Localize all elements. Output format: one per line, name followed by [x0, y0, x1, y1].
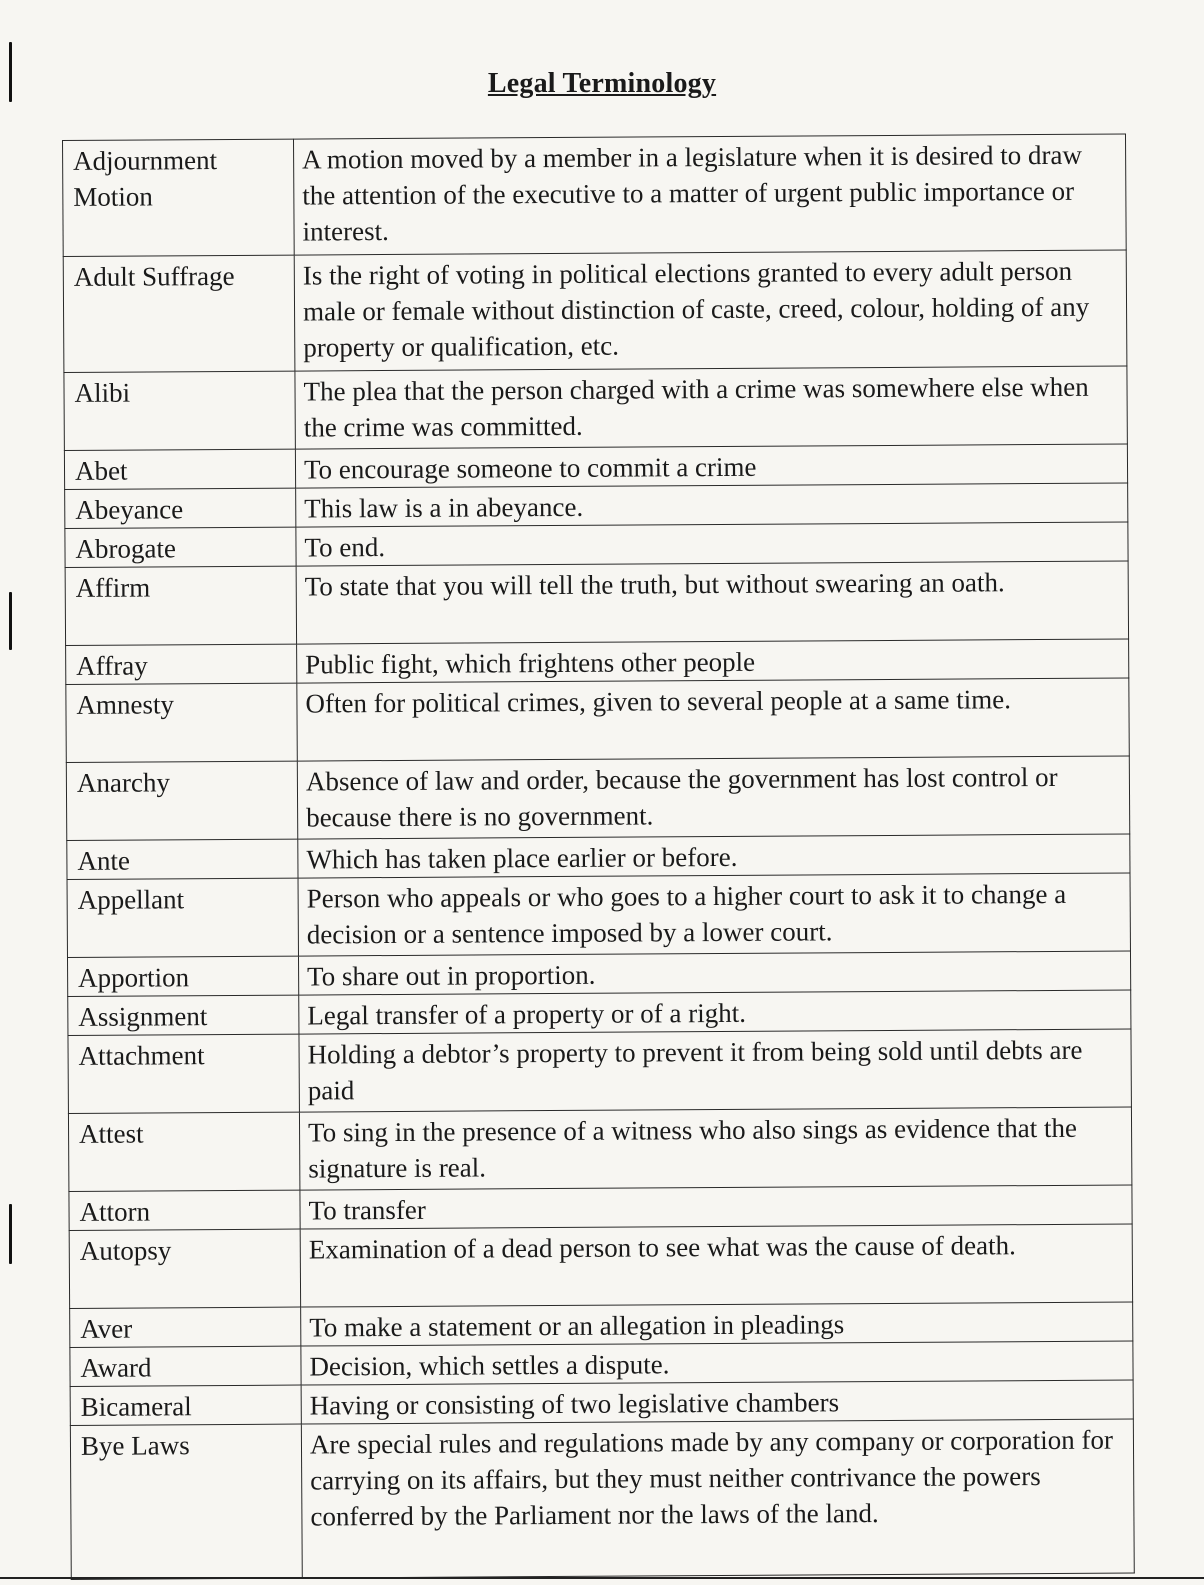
term-cell: Abeyance — [65, 488, 296, 528]
term-cell: Abet — [64, 449, 295, 489]
definition-cell: Often for political crimes, given to several people at a same time. — [297, 678, 1129, 761]
definition-cell: A motion moved by a member in a legislature when it is desired to draw the attention of the executive to a matter of urgent public importance or interest. — [293, 134, 1126, 255]
table-row — [65, 483, 1128, 528]
definition-cell: This law is a in abeyance. — [296, 483, 1128, 527]
table-row — [67, 873, 1130, 957]
definition-cell: Absence of law and order, because the government has lost control or because there is no government. — [297, 756, 1129, 839]
table-row — [67, 951, 1130, 996]
table-row — [64, 444, 1127, 489]
definition-cell: Decision, which settles a dispute. — [301, 1341, 1133, 1385]
term-cell: Adult Suffrage — [63, 255, 295, 372]
definition-cell: Is the right of voting in political elections granted to every adult person male or female without distinction of caste, creed, colour, holding of any property or qualification, etc. — [294, 250, 1127, 371]
definition-cell: The plea that the person charged with a crime was somewhere else when the crime was committed. — [295, 366, 1127, 449]
table-row — [68, 990, 1131, 1035]
table-row — [64, 366, 1127, 450]
definition-cell: Public fight, which frightens other people — [297, 639, 1129, 683]
term-cell: Affirm — [65, 566, 296, 645]
term-cell: Attachment — [68, 1034, 299, 1113]
term-cell: Anarchy — [66, 761, 297, 840]
table-row — [68, 1029, 1131, 1113]
table-row — [68, 1107, 1131, 1191]
definition-cell: Which has taken place earlier or before. — [298, 834, 1130, 878]
term-cell: Autopsy — [69, 1229, 300, 1308]
table-row — [70, 1380, 1133, 1425]
table-row — [63, 250, 1127, 372]
table-row — [70, 1341, 1133, 1386]
page-title: Legal Terminology — [487, 68, 717, 99]
term-cell: Affray — [66, 644, 297, 684]
table-row — [70, 1302, 1133, 1347]
term-cell: Alibi — [64, 371, 295, 450]
term-cell: Award — [70, 1346, 301, 1386]
definition-cell: Having or consisting of two legislative chambers — [301, 1380, 1133, 1424]
page-bottom-rule — [0, 1577, 1204, 1579]
term-cell: Bye Laws — [70, 1424, 302, 1579]
table-row — [67, 834, 1130, 879]
term-cell: Abrogate — [65, 527, 296, 567]
table-row — [69, 1224, 1132, 1308]
table-row — [63, 134, 1127, 256]
term-cell: Attest — [68, 1112, 299, 1191]
definition-cell: To share out in proportion. — [298, 951, 1130, 995]
definition-cell: To make a statement or an allegation in pleadings — [301, 1302, 1133, 1346]
margin-mark — [9, 592, 12, 650]
definition-cell: Examination of a dead person to see what was the cause of death. — [300, 1224, 1132, 1307]
term-cell: Amnesty — [66, 683, 297, 762]
term-cell: Attorn — [69, 1190, 300, 1230]
table-row — [65, 561, 1128, 645]
definition-cell: To sing in the presence of a witness who also sings as evidence that the signature is real. — [299, 1107, 1131, 1190]
definition-cell: To encourage someone to commit a crime — [295, 444, 1127, 488]
definition-cell: Are special rules and regulations made by any company or corporation for carrying on its affairs, but they must neither contrivance the powers conferred by the Parliament nor the laws of the land. — [301, 1419, 1134, 1578]
definition-cell: Legal transfer of a property or of a right. — [299, 990, 1131, 1034]
terminology-table — [62, 134, 1135, 1580]
table-row — [66, 678, 1129, 762]
term-cell: Aver — [70, 1307, 301, 1347]
definition-cell: Person who appeals or who goes to a higher court to ask it to change a decision or a sentence imposed by a lower court. — [298, 873, 1130, 956]
margin-mark — [9, 1204, 12, 1264]
table-row — [69, 1185, 1132, 1230]
table-row — [66, 639, 1129, 684]
definition-cell: To transfer — [300, 1185, 1132, 1229]
table-row — [65, 522, 1128, 567]
term-cell: Apportion — [67, 956, 298, 996]
term-cell: Assignment — [68, 995, 299, 1035]
term-cell: Appellant — [67, 878, 298, 957]
definition-cell: Holding a debtor’s property to prevent it from being sold until debts are paid — [299, 1029, 1131, 1112]
table-row — [70, 1419, 1134, 1579]
term-cell: Bicameral — [70, 1385, 301, 1425]
term-cell: Ante — [67, 839, 298, 879]
definition-cell: To state that you will tell the truth, but without swearing an oath. — [296, 561, 1128, 644]
definition-cell: To end. — [296, 522, 1128, 566]
term-cell: Adjournment Motion — [63, 139, 295, 256]
table-row — [66, 756, 1129, 840]
